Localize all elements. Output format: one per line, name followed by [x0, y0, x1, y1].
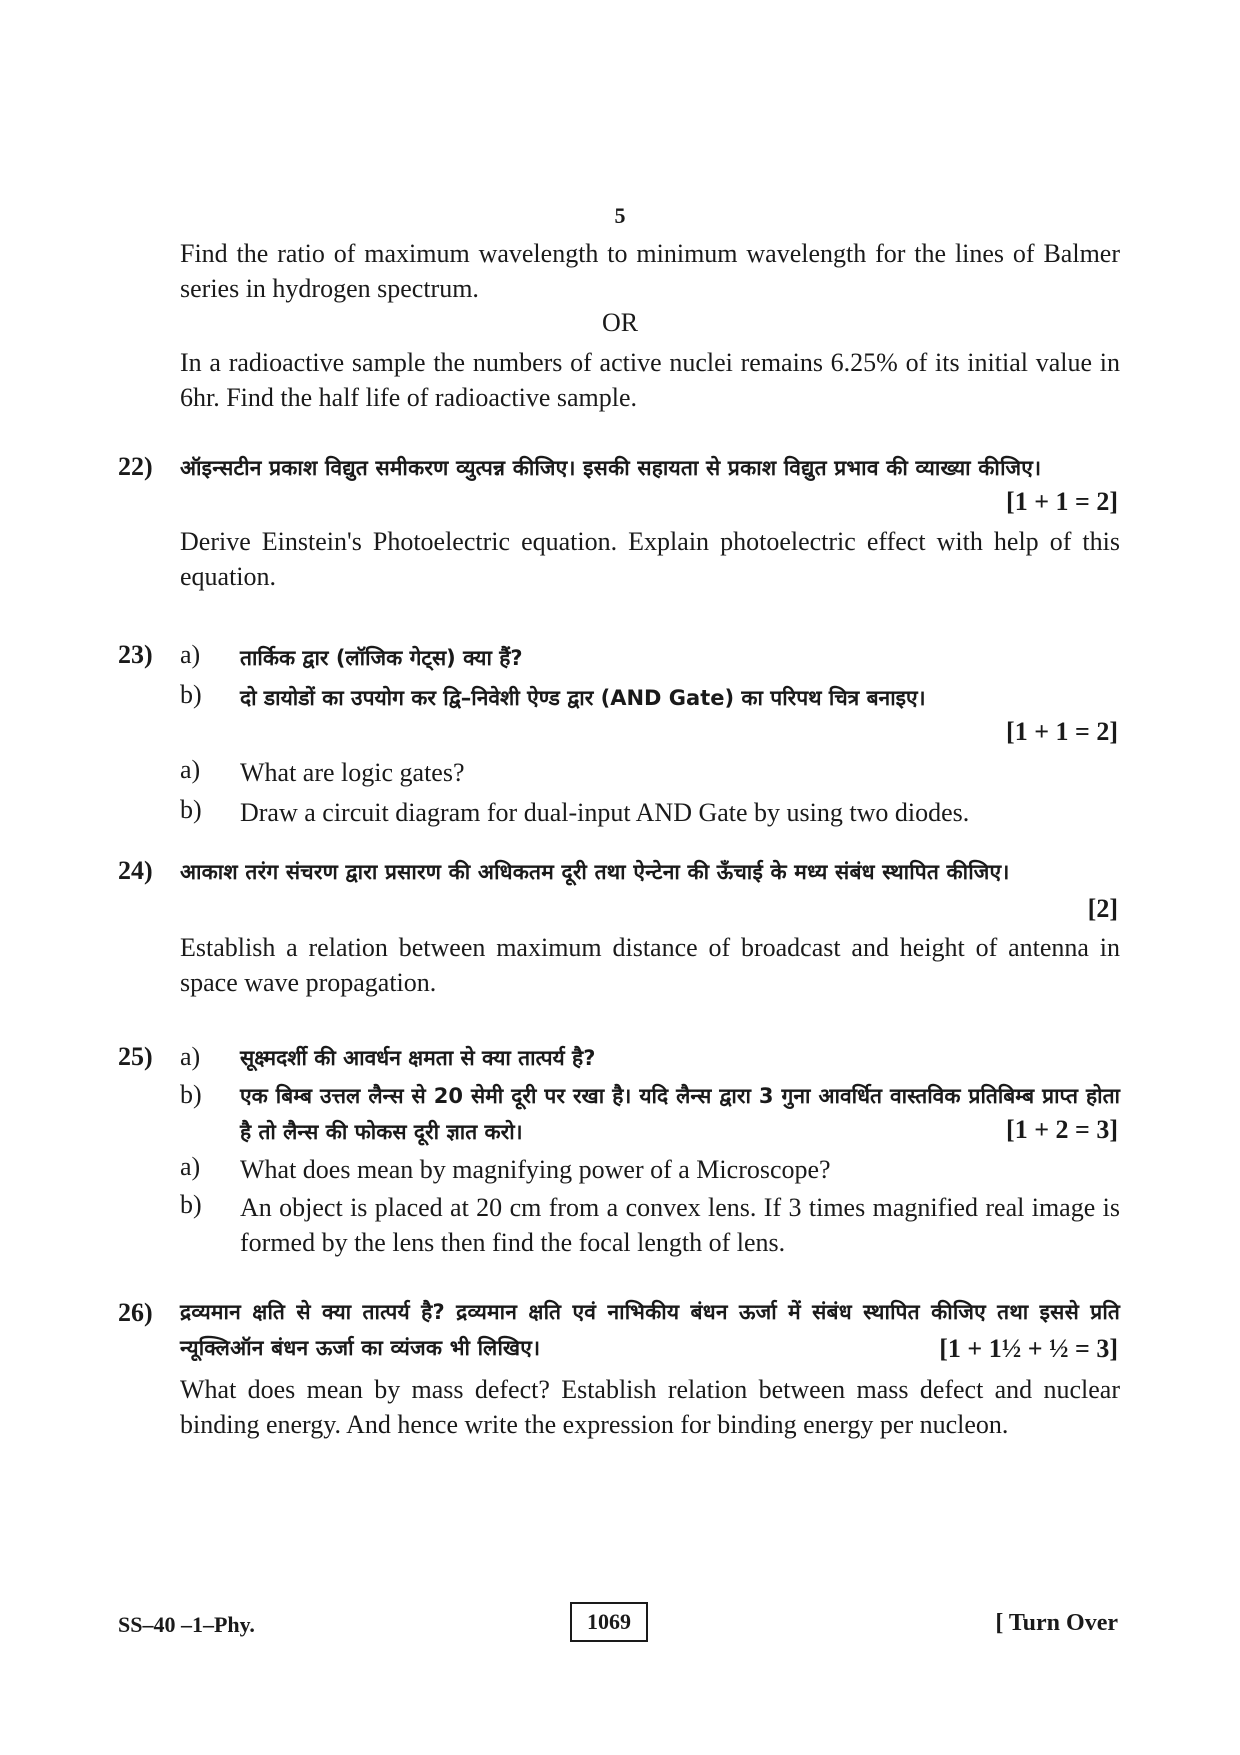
paper-code: SS–40 –1–Phy. — [118, 1612, 255, 1637]
serial-number-box: 1069 — [570, 1602, 648, 1642]
q22-number: 22) — [118, 452, 153, 481]
q26-number: 26) — [118, 1298, 153, 1327]
q26-hindi: द्रव्यमान क्षति से क्या तात्पर्य है? द्रव्यमान क्षति एवं नाभिकीय बंधन ऊर्जा में संबंध स्थापित कीजिए तथा इससे प्रति न्यूक्लिऑन बंधन ऊर्जा का व्यंजक भी लिखिए। — [180, 1300, 1120, 1360]
q22-marks: [1 + 1 = 2] — [1006, 487, 1118, 516]
turn-over: [ Turn Over — [995, 1610, 1118, 1636]
q25-a-label-hi: a) — [180, 1042, 201, 1071]
q25-hindi-a: सूक्ष्मदर्शी की आवर्धन क्षमता से क्या तात्पर्य है? — [240, 1046, 596, 1070]
q25-b-label-en: b) — [180, 1190, 202, 1219]
q24-english: Establish a relation between maximum distance of broadcast and height of antenna in space wave propagation. — [180, 933, 1120, 997]
q25-hindi-b: एक बिम्ब उत्तल लैन्स से 20 सेमी दूरी पर रखा है। यदि लैन्स द्वारा 3 गुना आवर्धित वास्तविक प्रतिबिम्ब प्राप्त होता है तो लैन्स की फोकस दूरी ज्ञात करो। — [240, 1084, 1120, 1144]
q25-a-label-en: a) — [180, 1152, 201, 1181]
q25-marks: [1 + 2 = 3] — [1006, 1115, 1118, 1144]
page-number: 5 — [614, 203, 626, 228]
q22-hindi: ऑइन्सटीन प्रकाश विद्युत समीकरण व्युत्पन्न कीजिए। इसकी सहायता से प्रकाश विद्युत प्रभाव की व्याख्या कीजिए। — [180, 456, 1042, 480]
q25-english-b: An object is placed at 20 cm from a convex lens. If 3 times magnified real image is formed by the lens then find the focal length of lens. — [240, 1193, 1120, 1257]
q23-english-b: Draw a circuit diagram for dual-input AND Gate by using two diodes. — [240, 798, 970, 827]
q24-number: 24) — [118, 856, 153, 885]
q23-b-label-hi: b) — [180, 680, 202, 709]
q25-b-label-hi: b) — [180, 1080, 202, 1109]
q23-english-a: What are logic gates? — [240, 758, 465, 787]
q24-hindi: आकाश तरंग संचरण द्वारा प्रसारण की अधिकतम दूरी तथा ऐन्टेना की ऊँचाई के मध्य संबंध स्थापित कीजिए। — [180, 860, 1010, 884]
q21-or: OR — [601, 308, 639, 337]
q22-english: Derive Einstein's Photoelectric equation. Explain photoelectric effect with help of this equation. — [180, 527, 1120, 591]
q24-marks: [2] — [1087, 894, 1118, 923]
q23-marks: [1 + 1 = 2] — [1006, 717, 1118, 746]
q25-number: 25) — [118, 1042, 153, 1071]
q23-hindi-a: तार्किक द्वार (लॉजिक गेट्स) क्या हैं? — [240, 646, 523, 670]
q21-text-a: Find the ratio of maximum wavelength to minimum wavelength for the lines of Balmer series in hydrogen spectrum. — [180, 239, 1120, 303]
q25-english-a: What does mean by magnifying power of a Microscope? — [240, 1155, 831, 1184]
q23-a-label-en: a) — [180, 755, 201, 784]
q26-marks: [1 + 1½ + ½ = 3] — [939, 1334, 1118, 1363]
q26-english: What does mean by mass defect? Establish relation between mass defect and nuclear binding energy. And hence write the expression for binding energy per nucleon. — [180, 1375, 1120, 1439]
q23-a-label-hi: a) — [180, 640, 201, 669]
q23-number: 23) — [118, 640, 153, 669]
q23-hindi-b: दो डायोडों का उपयोग कर द्वि–निवेशी ऐण्ड द्वार (AND Gate) का परिपथ चित्र बनाइए। — [240, 686, 926, 710]
q23-b-label-en: b) — [180, 795, 202, 824]
q21-text-b: In a radioactive sample the numbers of active nuclei remains 6.25% of its initial value in 6hr. Find the half life of radioactive sample. — [180, 348, 1120, 412]
